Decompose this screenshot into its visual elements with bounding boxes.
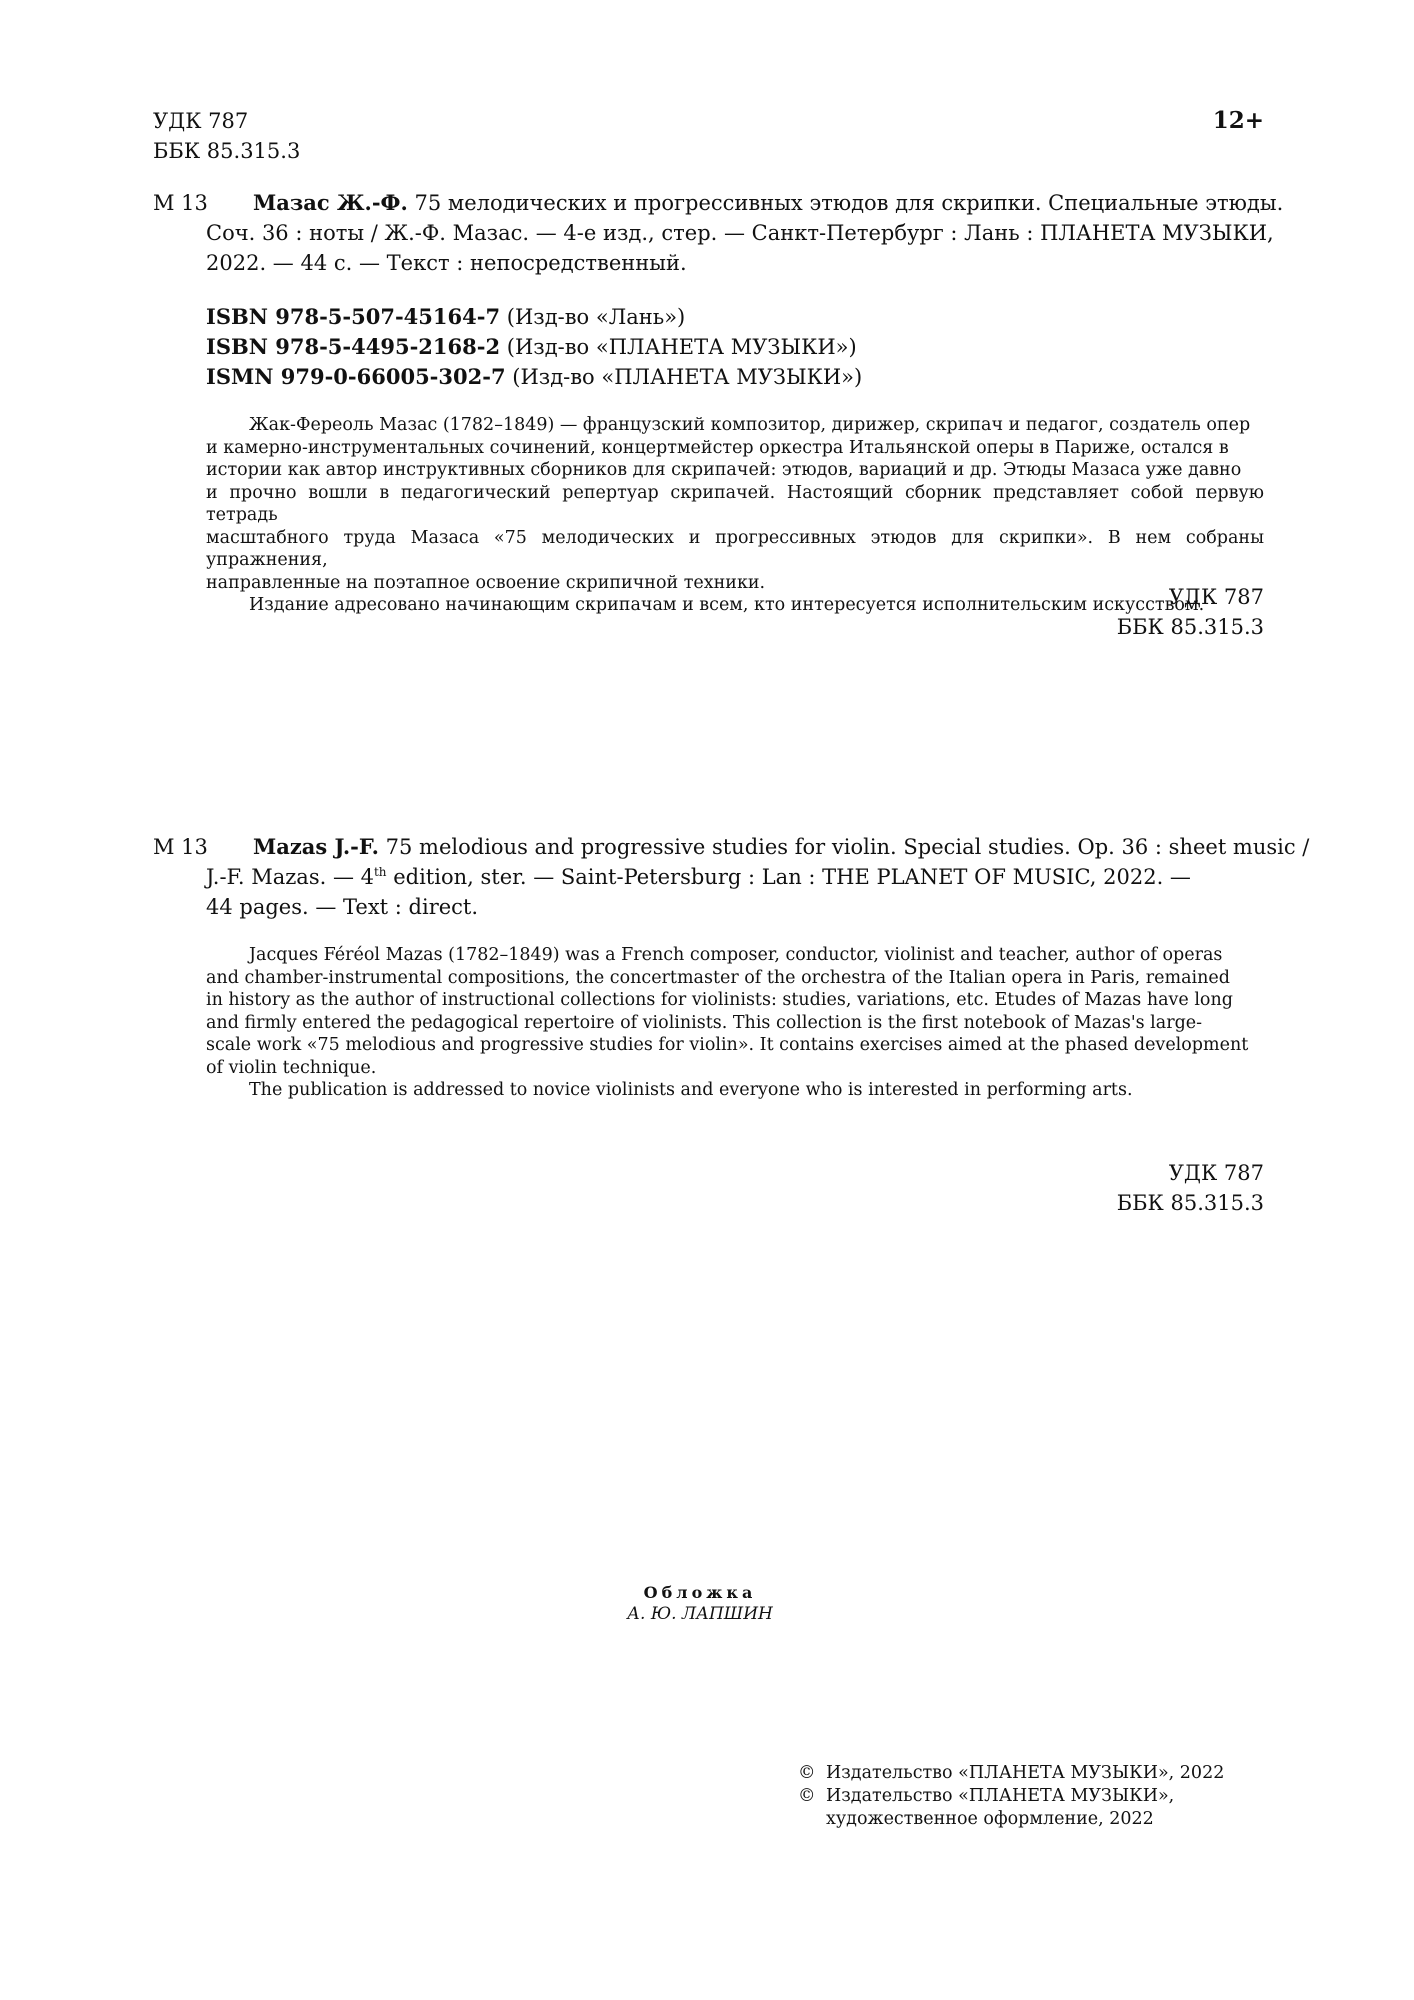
isbn-publisher: (Изд-во «Лань»)	[506, 305, 686, 329]
copyright-text: Издательство «ПЛАНЕТА МУЗЫКИ», 2022	[826, 1763, 1225, 1783]
ru-annotation-line: и камерно-инструментальных сочинений, концертмейстер оркестра Итальянской оперы в Париже, остался в	[206, 437, 1229, 458]
en-audience: The publication is addressed to novice violinists and everyone who is interested in performing arts.	[249, 1080, 1133, 1100]
ru-annotation-line: направленные на поэтапное освоение скрипичной техники.	[206, 572, 766, 593]
en-annotation-line: and chamber-instrumental compositions, the concertmaster of the orchestra of the Italian opera in Paris, remained	[206, 967, 1230, 988]
en-annotation-line: and firmly entered the pedagogical repertoire of violinists. This collection is the first notebook of Mazas's large-	[206, 1012, 1203, 1033]
en-udk: УДК 787	[1168, 1161, 1264, 1185]
ru-record-line-1	[253, 188, 1284, 218]
cover-credit-name: А. Ю. ЛАПШИН	[627, 1604, 773, 1624]
ru-annotation-line: истории как автор инструктивных сборников для скрипачей: этюдов, вариаций и др. Этюды Мазаса уже давно	[206, 460, 1242, 480]
ismn-planet	[206, 362, 862, 392]
en-bbk: ББК 85.315.3	[1116, 1191, 1264, 1215]
header-udk: УДК 787	[153, 109, 249, 133]
ru-annotation	[206, 414, 1264, 617]
en-annotation-line: Jacques Féréol Mazas (1782–1849) was a French composer, conductor, violinist and teacher, author of operas	[249, 945, 1223, 965]
copyright-sign: ©	[798, 1763, 816, 1783]
isbn-planet	[206, 332, 857, 362]
en-record-line-2	[206, 862, 1191, 892]
ru-annotation-line: Жак-Фереоль Мазас (1782–1849) — французский композитор, дирижер, скрипач и педагог, создатель опер	[249, 415, 1251, 435]
age-rating: 12+	[1212, 107, 1264, 134]
copyright-text: Издательство «ПЛАНЕТА МУЗЫКИ»,	[826, 1786, 1175, 1806]
isbn-lan	[206, 302, 685, 332]
ru-record-line-2: Соч. 36 : ноты / Ж.-Ф. Мазас. — 4-е изд., стер. — Санкт-Петербург : Лань : ПЛАНЕТА МУЗЫКИ,	[206, 221, 1274, 245]
copyright-line	[798, 1785, 1224, 1808]
en-record-title: 75 melodious and progressive studies for violin. Special studies. Op. 36 : sheet music /	[385, 835, 1310, 859]
isbn-publisher: (Изд-во «ПЛАНЕТА МУЗЫКИ»)	[506, 335, 857, 359]
isbn-number: ISBN 978-5-507-45164-7	[206, 304, 501, 329]
ru-record-title: 75 мелодических и прогрессивных этюдов для скрипки. Специальные этюды.	[414, 191, 1284, 215]
en-record-author: Mazas J.-F.	[253, 834, 379, 859]
en-edition-suffix: th	[373, 865, 387, 879]
ru-bbk: ББК 85.315.3	[1116, 615, 1264, 639]
ismn-number: ISMN 979-0-66005-302-7	[206, 364, 506, 389]
copyright-sign: ©	[798, 1786, 816, 1806]
ru-record-line-3: 2022. — 44 с. — Текст : непосредственный.	[206, 251, 687, 275]
en-annotation-line: in history as the author of instructional collections for violinists: studies, variations, etc. Etudes of Mazas have long	[206, 990, 1233, 1010]
en-annotation	[206, 944, 1264, 1102]
isbn-number: ISBN 978-5-4495-2168-2	[206, 334, 501, 359]
ru-record-author: Мазас Ж.-Ф.	[253, 190, 408, 215]
copyright-line	[798, 1808, 1224, 1831]
ru-record-code: М 13	[153, 191, 208, 215]
en-record-code: М 13	[153, 835, 208, 859]
en-annotation-line: of violin technique.	[206, 1057, 377, 1078]
ru-annotation-line: масштабного труда Мазаса «75 мелодических и прогрессивных этюдов для скрипки». В нем собраны упражнения,	[206, 527, 1264, 570]
en-record-line-1	[253, 832, 1310, 862]
ru-annotation-line: и прочно вошли в педагогический репертуар скрипачей. Настоящий сборник представляет собой первую тетрадь	[206, 482, 1264, 525]
en-annotation-line: scale work «75 melodious and progressive studies for violin». It contains exercises aimed at the phased development	[206, 1035, 1249, 1055]
cover-credit-label: Обложка	[643, 1583, 757, 1602]
copyright-block	[798, 1762, 1224, 1831]
copyright-text: художественное оформление, 2022	[826, 1809, 1154, 1829]
ismn-publisher: (Изд-во «ПЛАНЕТА МУЗЫКИ»)	[512, 365, 863, 389]
header-bbk: ББК 85.315.3	[153, 139, 301, 163]
ru-udk: УДК 787	[1168, 585, 1264, 609]
copyright-line	[798, 1762, 1224, 1785]
en-record-line-3: 44 pages. — Text : direct.	[206, 895, 479, 919]
en-line-2-part-b: edition, ster. — Saint-Petersburg : Lan : THE PLANET OF MUSIC, 2022. —	[386, 865, 1191, 889]
en-line-2-part-a: J.-F. Mazas. — 4	[206, 865, 374, 889]
ru-audience: Издание адресовано начинающим скрипачам и всем, кто интересуется исполнительским искусством.	[249, 595, 1205, 615]
